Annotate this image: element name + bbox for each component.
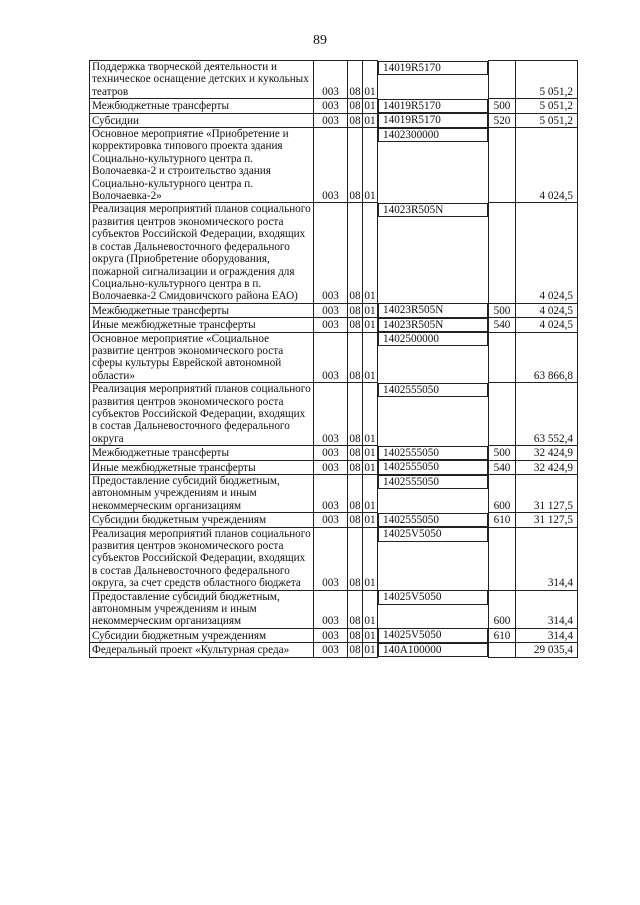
table-row <box>90 513 578 527</box>
table-row <box>90 383 578 446</box>
table-row <box>90 590 578 628</box>
csr-event: 25 <box>399 513 411 526</box>
csr-event: 23 <box>399 304 411 317</box>
sum-cell: 32 424,9 <box>516 446 578 460</box>
csr-cell <box>378 383 488 397</box>
name-cell: Иные межбюджетные трансферты <box>90 318 314 332</box>
name-cell: Основное мероприятие «Приобретение и корректировка типового проекта здания Социально-культурного центра п. Волочаевка-2 и строительство здания Социально-культурного центра п. Волочаевка-2» <box>90 128 314 203</box>
pr-cell: 01 <box>364 100 376 113</box>
csr-subprogram: 0 <box>394 591 400 604</box>
csr-program: 14 <box>383 591 395 604</box>
rz-cell: 08 <box>348 61 363 99</box>
csr-direction: R5170 <box>410 99 441 112</box>
vr-cell <box>489 383 516 446</box>
csr-event: 23 <box>399 318 411 331</box>
csr-direction: 00000 <box>413 643 442 656</box>
csr-program: 14 <box>383 61 395 74</box>
csr-program: 14 <box>383 99 395 112</box>
table-row <box>90 446 578 460</box>
csr-program: 14 <box>383 203 395 216</box>
csr-subprogram: 0 <box>394 333 400 346</box>
csr-cell <box>378 113 488 127</box>
name-cell: Реализация мероприятий планов социального развития центров экономического роста субъектов Российской Федерации, входящих в состав Дальневосточного федерального округа, за счет средств областного бюджета <box>90 527 314 590</box>
csr-direction: R5170 <box>410 61 441 74</box>
ved-cell: 003 <box>314 446 348 460</box>
csr-subprogram: 0 <box>394 318 400 331</box>
csr-subprogram: 0 <box>394 304 400 317</box>
vr-cell: 500 <box>489 99 516 113</box>
name-cell: Федеральный проект «Культурная среда» <box>90 643 314 657</box>
ved-cell: 003 <box>314 303 348 317</box>
ved-cell: 003 <box>314 628 348 642</box>
csr-subprogram: 0 <box>394 528 400 541</box>
rz-cell: 08 <box>349 461 361 474</box>
csr-direction: 55050 <box>410 383 439 396</box>
sum-cell: 5 051,2 <box>516 99 578 113</box>
csr-cell <box>378 643 488 657</box>
name-cell: Субсидии <box>90 113 314 127</box>
pr-cell: 01 <box>364 514 376 527</box>
name-cell: Субсидии бюджетным учреждениям <box>90 513 314 527</box>
pr-cell: 01 <box>363 475 378 513</box>
table-row <box>90 128 578 203</box>
name-cell: Поддержка творческой деятельности и техническое оснащение детских и кукольных театров <box>90 61 314 99</box>
csr-subprogram: 0 <box>394 446 400 459</box>
csr-subprogram: 0 <box>394 203 400 216</box>
pr-cell: 01 <box>364 461 376 474</box>
pr-cell: 01 <box>363 383 378 446</box>
pr-cell: 01 <box>364 629 376 642</box>
sum-cell: 314,4 <box>516 590 578 628</box>
table-row <box>90 475 578 513</box>
csr-direction: V5050 <box>410 591 442 604</box>
csr-event: 19 <box>399 114 411 127</box>
csr-cell <box>378 303 488 317</box>
csr-cell <box>378 61 488 75</box>
sum-cell: 4 024,5 <box>516 318 578 332</box>
sum-cell: 314,4 <box>516 628 578 642</box>
rz-cell: 08 <box>348 590 363 628</box>
pr-cell: 01 <box>364 319 376 332</box>
ved-cell: 003 <box>314 318 348 332</box>
rz-cell: 08 <box>349 514 361 527</box>
csr-direction: 55050 <box>410 475 439 488</box>
pr-cell: 01 <box>364 114 376 127</box>
csr-cell <box>378 513 488 527</box>
csr-program: 14 <box>383 643 395 656</box>
csr-event: 23 <box>399 203 411 216</box>
csr-subprogram: 0 <box>394 114 400 127</box>
vr-cell <box>489 643 516 657</box>
csr-subprogram: 0 <box>394 475 400 488</box>
csr-direction: 55050 <box>410 513 439 526</box>
ved-cell: 003 <box>314 99 348 113</box>
sum-cell: 314,4 <box>516 527 578 590</box>
sum-cell: 5 051,2 <box>516 61 578 99</box>
csr-cell <box>378 460 488 474</box>
pr-cell: 01 <box>363 332 378 383</box>
vr-cell: 600 <box>489 590 516 628</box>
ved-cell: 003 <box>314 475 348 513</box>
csr-program: 14 <box>383 528 395 541</box>
rz-cell: 08 <box>349 447 361 460</box>
rz-cell: 08 <box>349 644 361 657</box>
csr-program: 14 <box>383 128 395 141</box>
ved-cell: 003 <box>314 128 348 203</box>
vr-cell: 500 <box>489 303 516 317</box>
csr-event: 19 <box>399 61 411 74</box>
vr-cell <box>489 203 516 303</box>
csr-subprogram: 0 <box>394 61 400 74</box>
rz-cell: 08 <box>349 114 361 127</box>
name-cell: Межбюджетные трансферты <box>90 99 314 113</box>
rz-cell: 08 <box>348 203 363 303</box>
pr-cell: 01 <box>364 304 376 317</box>
table-row <box>90 527 578 590</box>
ved-cell: 003 <box>314 61 348 99</box>
csr-subprogram: 0 <box>394 383 400 396</box>
name-cell: Предоставление субсидий бюджетным, автономным учреждениям и иным некоммерческим организациям <box>90 475 314 513</box>
vr-cell <box>489 61 516 99</box>
vr-cell: 520 <box>489 113 516 127</box>
vr-cell: 540 <box>489 460 516 474</box>
csr-event: 25 <box>399 333 411 346</box>
rz-cell: 08 <box>348 128 363 203</box>
vr-cell: 610 <box>489 628 516 642</box>
table-row <box>90 318 578 332</box>
rz-cell: 08 <box>348 475 363 513</box>
pr-cell: 01 <box>364 644 376 657</box>
csr-event: A1 <box>399 643 414 656</box>
csr-direction: V5050 <box>410 629 442 642</box>
csr-program: 14 <box>383 333 395 346</box>
csr-event: 25 <box>399 591 411 604</box>
csr-subprogram: 0 <box>394 461 400 474</box>
pr-cell: 01 <box>364 447 376 460</box>
rz-cell: 08 <box>349 100 361 113</box>
csr-program: 14 <box>383 318 395 331</box>
ved-cell: 003 <box>314 513 348 527</box>
csr-direction: R5170 <box>410 114 441 127</box>
page-number: 89 <box>313 33 327 48</box>
rz-cell: 08 <box>349 629 361 642</box>
vr-cell <box>489 527 516 590</box>
pr-cell: 01 <box>363 61 378 99</box>
csr-cell <box>378 475 488 489</box>
csr-event: 25 <box>399 383 411 396</box>
csr-subprogram: 0 <box>394 513 400 526</box>
csr-cell <box>378 446 488 460</box>
csr-direction: R505N <box>410 318 444 331</box>
csr-event: 25 <box>399 629 411 642</box>
table-row <box>90 460 578 474</box>
ved-cell: 003 <box>314 643 348 657</box>
sum-cell: 29 035,4 <box>516 643 578 657</box>
rz-cell: 08 <box>348 383 363 446</box>
csr-program: 14 <box>383 446 395 459</box>
ved-cell: 003 <box>314 383 348 446</box>
ved-cell: 003 <box>314 460 348 474</box>
name-cell: Межбюджетные трансферты <box>90 446 314 460</box>
vr-cell: 610 <box>489 513 516 527</box>
table-row <box>90 628 578 642</box>
table-row <box>90 303 578 317</box>
table-row <box>90 203 578 303</box>
csr-program: 14 <box>383 475 395 488</box>
pr-cell: 01 <box>363 128 378 203</box>
ved-cell: 003 <box>314 332 348 383</box>
name-cell: Межбюджетные трансферты <box>90 303 314 317</box>
csr-direction: R505N <box>410 203 444 216</box>
rz-cell: 08 <box>348 527 363 590</box>
csr-cell <box>378 590 488 604</box>
sum-cell: 4 024,5 <box>516 303 578 317</box>
name-cell: Реализация мероприятий планов социального развития центров экономического роста субъектов Российской Федерации, входящих в состав Дальневосточного федерального округа (Приобретение оборудования, пожарной сигнализации и ограждения для Социально-культурного центра в п. Волочаевка-2 Смидовичского района ЕАО) <box>90 203 314 303</box>
ved-cell: 003 <box>314 203 348 303</box>
table-row <box>90 332 578 383</box>
csr-cell <box>378 628 488 642</box>
csr-program: 14 <box>383 513 395 526</box>
csr-program: 14 <box>383 114 395 127</box>
pr-cell: 01 <box>363 203 378 303</box>
budget-table <box>89 60 578 658</box>
csr-program: 14 <box>383 461 395 474</box>
csr-direction: 00000 <box>410 128 439 141</box>
csr-event: 25 <box>399 475 411 488</box>
sum-cell: 63 552,4 <box>516 383 578 446</box>
sum-cell: 4 024,5 <box>516 128 578 203</box>
ved-cell: 003 <box>314 590 348 628</box>
name-cell: Основное мероприятие «Социальное развитие центров экономического роста сферы культуры Еврейской автономной области» <box>90 332 314 383</box>
csr-cell <box>378 318 488 332</box>
table-row <box>90 61 578 99</box>
ved-cell: 003 <box>314 113 348 127</box>
vr-cell <box>489 332 516 383</box>
table-body <box>90 61 578 658</box>
rz-cell: 08 <box>349 319 361 332</box>
csr-cell <box>378 99 488 113</box>
csr-cell <box>378 203 488 217</box>
vr-cell: 540 <box>489 318 516 332</box>
csr-event: 25 <box>399 528 411 541</box>
csr-cell <box>378 527 488 541</box>
vr-cell: 600 <box>489 475 516 513</box>
ved-cell: 003 <box>314 527 348 590</box>
csr-cell <box>378 332 488 346</box>
table-row <box>90 99 578 113</box>
sum-cell: 63 866,8 <box>516 332 578 383</box>
csr-subprogram: 0 <box>394 128 400 141</box>
csr-subprogram: 0 <box>394 629 400 642</box>
vr-cell <box>489 128 516 203</box>
table-row <box>90 643 578 657</box>
csr-direction: 55050 <box>410 461 439 474</box>
csr-subprogram: 0 <box>394 99 400 112</box>
csr-program: 14 <box>383 629 395 642</box>
sum-cell: 32 424,9 <box>516 460 578 474</box>
csr-direction: 00000 <box>410 333 439 346</box>
pr-cell: 01 <box>363 590 378 628</box>
sum-cell: 4 024,5 <box>516 203 578 303</box>
rz-cell: 08 <box>349 304 361 317</box>
csr-event: 23 <box>399 128 411 141</box>
rz-cell: 08 <box>348 332 363 383</box>
csr-event: 19 <box>399 99 411 112</box>
name-cell: Иные межбюджетные трансферты <box>90 460 314 474</box>
vr-cell: 500 <box>489 446 516 460</box>
csr-cell <box>378 128 488 142</box>
csr-direction: R505N <box>410 304 444 317</box>
pr-cell: 01 <box>363 527 378 590</box>
name-cell: Реализация мероприятий планов социального развития центров экономического роста субъектов Российской Федерации, входящих в состав Дальневосточного федерального округа <box>90 383 314 446</box>
csr-program: 14 <box>383 304 395 317</box>
csr-program: 14 <box>383 383 395 396</box>
csr-direction: V5050 <box>410 528 442 541</box>
name-cell: Субсидии бюджетным учреждениям <box>90 628 314 642</box>
csr-subprogram: 0 <box>394 643 400 656</box>
table-row <box>90 113 578 127</box>
csr-direction: 55050 <box>410 446 439 459</box>
name-cell: Предоставление субсидий бюджетным, автономным учреждениям и иным некоммерческим организациям <box>90 590 314 628</box>
sum-cell: 5 051,2 <box>516 113 578 127</box>
sum-cell: 31 127,5 <box>516 513 578 527</box>
csr-event: 25 <box>399 461 411 474</box>
sum-cell: 31 127,5 <box>516 475 578 513</box>
csr-event: 25 <box>399 446 411 459</box>
